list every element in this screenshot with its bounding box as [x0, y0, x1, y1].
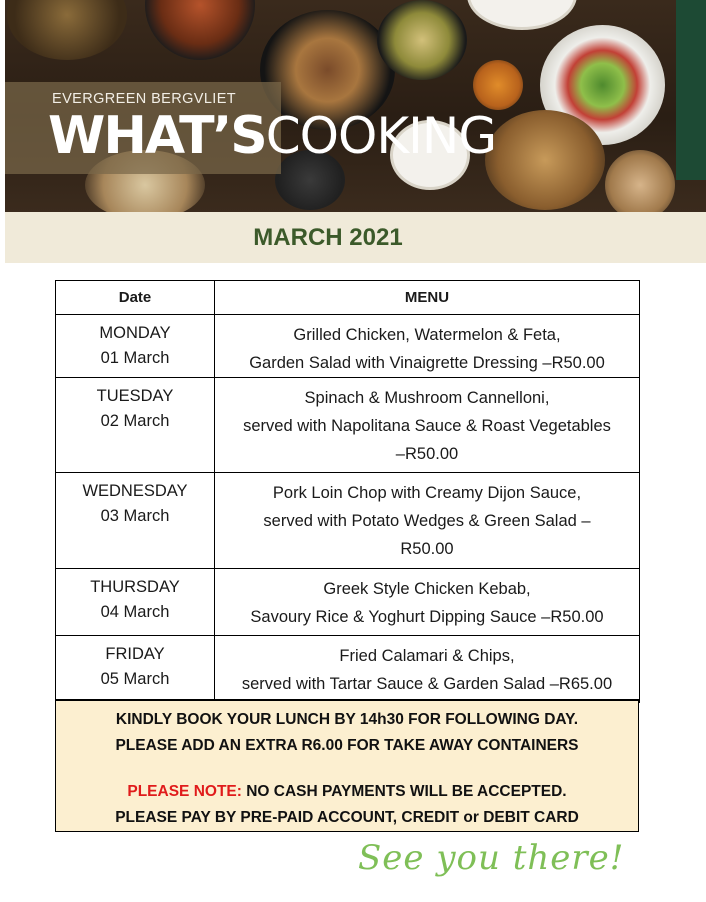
notice-line: PLEASE ADD AN EXTRA R6.00 FOR TAKE AWAY CONTAINERS [115, 737, 579, 754]
menu-line: Grilled Chicken, Watermelon & Feta, [293, 326, 561, 344]
notice-line: PLEASE PAY BY PRE-PAID ACCOUNT, CREDIT or DEBIT CARD [115, 809, 579, 826]
day-cell [56, 315, 215, 378]
table-row [56, 636, 640, 703]
brand-color-bar [676, 0, 706, 180]
menu-table [55, 280, 640, 703]
note-label: PLEASE NOTE: [127, 783, 242, 800]
food-plate-shape [467, 0, 577, 30]
headline [48, 106, 497, 166]
menu-line: Savoury Rice & Yoghurt Dipping Sauce –R50.00 [250, 608, 604, 626]
table-row [56, 473, 640, 569]
food-bowl-shape [473, 60, 523, 110]
payment-note [56, 779, 638, 805]
table-header-row [56, 281, 640, 315]
menu-line: Pork Loin Chop with Creamy Dijon Sauce, [272, 484, 582, 502]
menu-line: Garden Salad with Vinaigrette Dressing –R50.00 [249, 354, 605, 372]
headline-bold-word: WHAT’S [48, 106, 266, 166]
notice-line: KINDLY BOOK YOUR LUNCH BY 14h30 FOR FOLLOWING DAY. [115, 711, 579, 728]
menu-line: Greek Style Chicken Kebab, [323, 580, 531, 598]
day-cell [56, 473, 215, 569]
note-text: NO CASH PAYMENTS WILL BE ACCEPTED. [246, 783, 567, 800]
menu-line: served with Potato Wedges & Green Salad – [263, 512, 591, 530]
weekday: WEDNESDAY [82, 482, 188, 500]
menu-cell [215, 315, 640, 378]
brand-name: EVERGREEN BERGVLIET [52, 91, 237, 107]
menu-cell [215, 378, 640, 473]
booking-notice [55, 699, 639, 832]
menu-cell [215, 569, 640, 636]
table-row [56, 378, 640, 473]
month-band [5, 212, 706, 263]
menu-cell [215, 473, 640, 569]
date-column-header: Date [56, 281, 215, 315]
menu-line: –R50.00 [395, 445, 459, 463]
food-bowl-shape [377, 0, 467, 80]
date: 01 March [100, 349, 170, 367]
menu-cell [215, 636, 640, 703]
month-title: MARCH 2021 [253, 223, 403, 251]
day-cell [56, 569, 215, 636]
date: 02 March [100, 412, 170, 430]
day-cell [56, 378, 215, 473]
date: 03 March [100, 507, 170, 525]
headline-light-word: COOKING [265, 107, 497, 165]
menu-line: Spinach & Mushroom Cannelloni, [304, 389, 550, 407]
menu-line: served with Napolitana Sauce & Roast Vegetables [243, 417, 611, 435]
menu-line: R50.00 [400, 540, 454, 558]
weekday: THURSDAY [90, 578, 180, 596]
food-bowl-shape [145, 0, 255, 60]
weekday: TUESDAY [96, 387, 174, 405]
notice-spacer [56, 759, 638, 779]
menu-column-header: MENU [215, 281, 640, 315]
signoff-text: See you there! [358, 838, 625, 878]
weekday: FRIDAY [105, 645, 165, 663]
day-cell [56, 636, 215, 703]
date: 05 March [100, 670, 170, 688]
menu-line: served with Tartar Sauce & Garden Salad –R65.00 [241, 675, 613, 693]
food-bowl-shape [485, 110, 605, 210]
table-row [56, 315, 640, 378]
menu-line: Fried Calamari & Chips, [339, 647, 515, 665]
date: 04 March [100, 603, 170, 621]
table-row [56, 569, 640, 636]
weekday: MONDAY [99, 324, 171, 342]
food-bowl-shape [605, 150, 675, 212]
food-bowl-shape [7, 0, 127, 60]
